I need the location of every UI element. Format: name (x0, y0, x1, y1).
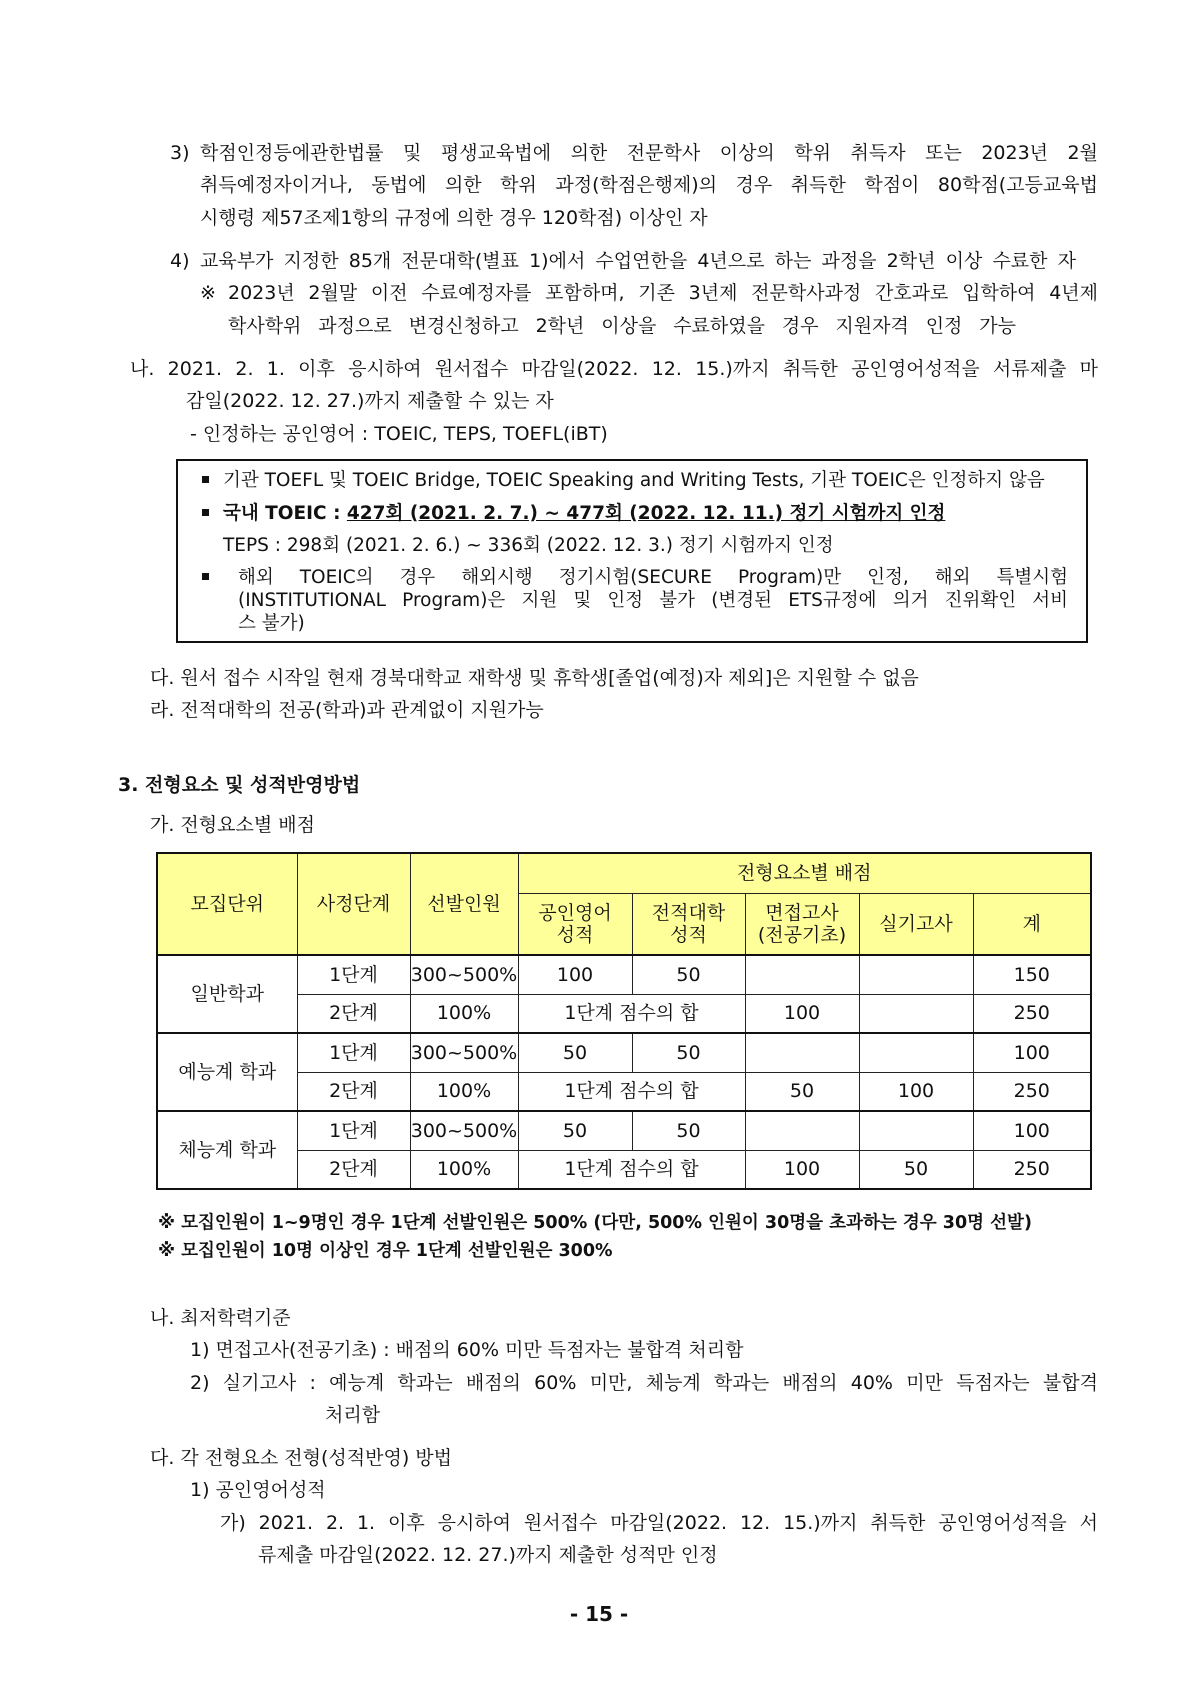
item-3-number: 3) (170, 142, 190, 164)
score-allocation-table (156, 852, 1092, 1190)
da2-item-1: 1) 공인영어성적 (190, 1479, 326, 1501)
interview-cell (745, 1033, 859, 1072)
table-header-row-1 (157, 853, 1091, 893)
na-line1: 나. 2021. 2. 1. 이후 응시하여 원서접수 마감일(2022. 12. 15.)까지 취득한 공인영어성적을 서류제출 마 (130, 358, 1098, 380)
english-cell: 100 (518, 955, 632, 994)
header-total: 계 (973, 893, 1091, 955)
practical-cell: 100 (859, 1072, 973, 1111)
item-4-number: 4) (170, 250, 190, 272)
stage-cell: 1단계 (297, 1111, 410, 1150)
practical-cell: 50 (859, 1150, 973, 1189)
unit-cell: 예능계 학과 (157, 1033, 297, 1111)
box-bullet-3-line3: 스 불가) (238, 613, 305, 634)
combined-cell: 1단계 점수의 합 (518, 1072, 745, 1111)
box-bullet-3-line1: 해외 TOEIC의 경우 해외시행 정기시험(SECURE Program)만 인정, 해외 특별시험 (238, 567, 1068, 588)
na2-item-2-line1: 2) 실기고사 : 예능계 학과는 배점의 60% 미만, 체능계 학과는 배점의 40% 미만 득점자는 불합격 (190, 1372, 1098, 1394)
select-cell: 100% (410, 1150, 518, 1189)
header-select: 선발인원 (410, 853, 518, 955)
item-4-note-mark: ※ (200, 282, 216, 304)
na2-item-2-line2: 처리함 (325, 1404, 381, 1426)
practical-cell (859, 955, 973, 994)
item-4-line1: 교육부가 지정한 85개 전문대학(별표 1)에서 수업연한을 4년으로 하는 과정을 2학년 이상 수료한 자 (200, 250, 1076, 272)
section-3-title: 3. 전형요소 및 성적반영방법 (118, 774, 361, 796)
page-number: - 15 - (569, 1602, 629, 1626)
na2-item-1: 1) 면접고사(전공기초) : 배점의 60% 미만 득점자는 불합격 처리함 (190, 1339, 744, 1361)
item-3-line1: 학점인정등에관한법률 및 평생교육법에 의한 전문학사 이상의 학위 취득자 또는 2023년 2월 (200, 142, 1098, 164)
unit-cell: 체능계 학과 (157, 1111, 297, 1189)
table-row (157, 1033, 1091, 1072)
na2-title: 나. 최저학력기준 (150, 1307, 291, 1329)
practical-cell (859, 1033, 973, 1072)
table-note-1: ※ 모집인원이 1~9명인 경우 1단계 선발인원은 500% (다만, 500% 인원이 30명을 초과하는 경우 30명 선발) (158, 1213, 1032, 1233)
header-english: 공인영어 성적 (518, 893, 632, 955)
section-3-ga: 가. 전형요소별 배점 (150, 814, 315, 836)
select-cell: 300~500% (410, 1111, 518, 1150)
interview-cell: 50 (745, 1072, 859, 1111)
header-practical: 실기고사 (859, 893, 973, 955)
header-stage: 사정단계 (297, 853, 410, 955)
total-cell: 250 (973, 1072, 1091, 1111)
box-teps-line: TEPS : 298회 (2021. 2. 6.) ~ 336회 (2022. 12. 3.) 정기 시험까지 인정 (223, 535, 834, 556)
da2-ga-line1: 가) 2021. 2. 1. 이후 응시하여 원서접수 마감일(2022. 12. 15.)까지 취득한 공인영어성적을 서 (220, 1512, 1098, 1534)
na-line3: - 인정하는 공인영어 : TOEIC, TEPS, TOEFL(iBT) (190, 423, 608, 445)
square-bullet-icon (202, 573, 209, 580)
select-cell: 100% (410, 994, 518, 1033)
interview-cell (745, 955, 859, 994)
interview-cell: 100 (745, 1150, 859, 1189)
table-note-2: ※ 모집인원이 10명 이상인 경우 1단계 선발인원은 300% (158, 1241, 613, 1261)
stage-cell: 1단계 (297, 1033, 410, 1072)
interview-cell: 100 (745, 994, 859, 1033)
item-3-line3: 시행령 제57조제1항의 규정에 의한 경우 120학점) 이상인 자 (200, 207, 708, 229)
table-row (157, 1111, 1091, 1150)
select-cell: 100% (410, 1072, 518, 1111)
da2-ga-line2: 류제출 마감일(2022. 12. 27.)까지 제출한 성적만 인정 (258, 1544, 718, 1566)
da2-title: 다. 각 전형요소 전형(성적반영) 방법 (150, 1447, 452, 1469)
box-bullet-2: 국내 TOEIC : 427회 (2021. 2. 7.) ~ 477회 (2022. 12. 11.) 정기 시험까지 인정 (202, 502, 945, 525)
english-cell: 50 (518, 1033, 632, 1072)
prev-cell: 50 (632, 955, 745, 994)
english-cell: 50 (518, 1111, 632, 1150)
stage-cell: 2단계 (297, 1150, 410, 1189)
total-cell: 100 (973, 1111, 1091, 1150)
item-4-note-line1: 2023년 2월말 이전 수료예정자를 포함하며, 기존 3년제 전문학사과정 간호과로 입학하여 4년제 (228, 282, 1098, 304)
item-3-line2: 취득예정자이거나, 동법에 의한 학위 과정(학점은행제)의 경우 취득한 학점이 80학점(고등교육법 (200, 174, 1098, 196)
toeic-range: 427회 (2021. 2. 7.) ~ 477회 (2022. 12. 11.) 정기 시험까지 인정 (346, 503, 946, 524)
combined-cell: 1단계 점수의 합 (518, 1150, 745, 1189)
select-cell: 300~500% (410, 955, 518, 994)
unit-cell: 일반학과 (157, 955, 297, 1033)
na-line2: 감일(2022. 12. 27.)까지 제출할 수 있는 자 (186, 390, 554, 412)
header-unit: 모집단위 (157, 853, 297, 955)
header-prev-college: 전적대학 성적 (632, 893, 745, 955)
stage-cell: 2단계 (297, 994, 410, 1033)
practical-cell (859, 994, 973, 1033)
da-line: 다. 원서 접수 시작일 현재 경북대학교 재학생 및 휴학생[졸업(예정)자 제외]은 지원할 수 없음 (150, 667, 919, 689)
table-row (157, 1072, 1091, 1111)
ra-line: 라. 전적대학의 전공(학과)과 관계없이 지원가능 (150, 699, 544, 721)
box-bullet-3-line2: (INSTITUTIONAL Program)은 지원 및 인정 불가 (변경된 ETS규정에 의거 진위확인 서비 (238, 590, 1068, 611)
box-bullet-3 (202, 566, 223, 589)
header-group: 전형요소별 배점 (518, 853, 1091, 893)
total-cell: 250 (973, 1150, 1091, 1189)
square-bullet-icon (202, 476, 209, 483)
select-cell: 300~500% (410, 1033, 518, 1072)
table-row (157, 994, 1091, 1033)
total-cell: 150 (973, 955, 1091, 994)
box-bullet-1: 기관 TOEFL 및 TOEIC Bridge, TOEIC Speaking and Writing Tests, 기관 TOEIC은 인정하지 않음 (202, 469, 1045, 492)
total-cell: 100 (973, 1033, 1091, 1072)
prev-cell: 50 (632, 1111, 745, 1150)
square-bullet-icon (202, 509, 209, 516)
combined-cell: 1단계 점수의 합 (518, 994, 745, 1033)
stage-cell: 2단계 (297, 1072, 410, 1111)
table-row (157, 955, 1091, 994)
item-4-note-line2: 학사학위 과정으로 변경신청하고 2학년 이상을 수료하였을 경우 지원자격 인정 가능 (228, 315, 1016, 337)
table-row (157, 1150, 1091, 1189)
header-interview: 면접고사 (전공기초) (745, 893, 859, 955)
interview-cell (745, 1111, 859, 1150)
total-cell: 250 (973, 994, 1091, 1033)
prev-cell: 50 (632, 1033, 745, 1072)
english-notes-box (176, 459, 1088, 643)
practical-cell (859, 1111, 973, 1150)
stage-cell: 1단계 (297, 955, 410, 994)
